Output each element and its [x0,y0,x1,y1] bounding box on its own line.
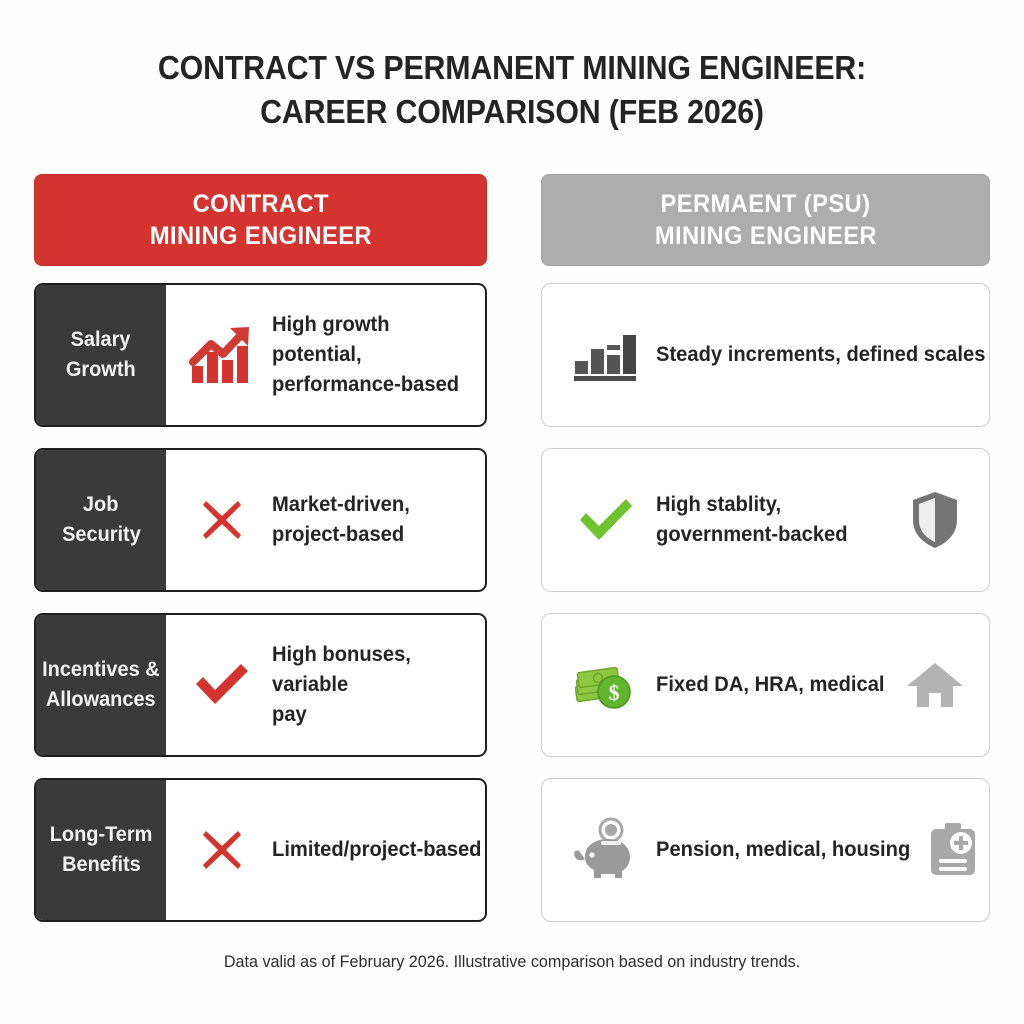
medical-kit-icon [921,821,985,879]
card-permanent-incentives [541,613,990,757]
description-line-2: performance-based [272,373,460,396]
footer-note: Data valid as of February 2026. Illustrative comparison based on industry trends. [223,952,801,971]
card-description [272,490,410,550]
row-label-line-2: Allowances [46,688,156,711]
card-contract-longterm [34,778,487,922]
row-salary-growth-contract [34,283,487,427]
title-line-1: CONTRACT VS PERMANENT MINING ENGINEER: [157,49,867,86]
description-line-1: Market-driven, [272,493,410,516]
red-cross-icon [186,497,258,543]
card-content [166,450,485,590]
card-contract-incentives [34,613,487,757]
card-description: Pension, medical, housing [656,838,911,861]
house-icon [903,660,967,710]
card-permanent-salary-growth [541,283,990,427]
svg-text:$: $ [608,680,620,705]
row-salary-growth-permanent [541,283,990,427]
row-label-line-2: Security [61,523,141,546]
column-header-contract-line-2: MINING ENGINEER [149,222,372,250]
column-header-contract [34,174,487,266]
card-content [166,615,485,755]
row-label-line-2: Benefits [61,853,141,876]
row-job-security-permanent [541,448,990,592]
card-contract-job-security [34,448,487,592]
row-label-line-2: Growth [66,358,136,381]
description-line-2: project-based [272,523,405,546]
row-label-incentives [36,615,166,755]
row-label-line-1: Salary [71,328,131,351]
green-check-icon [570,496,642,544]
row-job-security-contract [34,448,487,592]
row-label-longterm [36,780,166,920]
row-incentives-contract [34,613,487,757]
card-permanent-longterm [541,778,990,922]
red-growth-chart-icon [186,324,258,386]
red-check-icon [186,662,258,708]
description-line-1: High stablity, [656,493,782,516]
page-title [0,46,1024,134]
card-description [656,490,848,550]
card-description: Limited/project-based [272,838,482,861]
piggy-bank-icon [570,817,642,883]
row-label-line-1: Long-Term [49,823,153,846]
card-permanent-job-security [541,448,990,592]
shield-icon [903,490,967,550]
column-header-permanent-line-2: MINING ENGINEER [654,222,877,250]
row-label-job-security [36,450,166,590]
title-line-2: CAREER COMPARISON (FEB 2026) [260,93,764,130]
description-line-2: government-backed [656,523,848,546]
row-label-line-1: Incentives & [42,658,160,681]
row-incentives-permanent [541,613,990,757]
card-content [166,780,487,920]
card-description [272,640,463,730]
description-line-1: High bonuses, variable [272,643,411,696]
column-header-permanent [541,174,990,266]
card-description [272,310,463,400]
row-label-line-1: Job [83,493,119,516]
card-description: Fixed DA, HRA, medical [656,673,885,696]
card-description: Steady increments, defined scales [656,343,986,366]
row-longterm-permanent [541,778,990,922]
column-header-permanent-line-1: PERMAENT (PSU) [660,190,871,218]
row-label-salary-growth [36,285,166,425]
column-header-contract-line-1: CONTRACT [192,190,329,218]
description-line-2: pay [272,703,307,726]
gray-bar-chart-icon [570,327,642,383]
card-contract-salary-growth [34,283,487,427]
red-cross-icon [186,827,258,873]
money-stack-icon [570,658,642,712]
row-longterm-contract [34,778,487,922]
card-content [166,285,485,425]
description-line-1: High growth potential, [272,313,390,366]
